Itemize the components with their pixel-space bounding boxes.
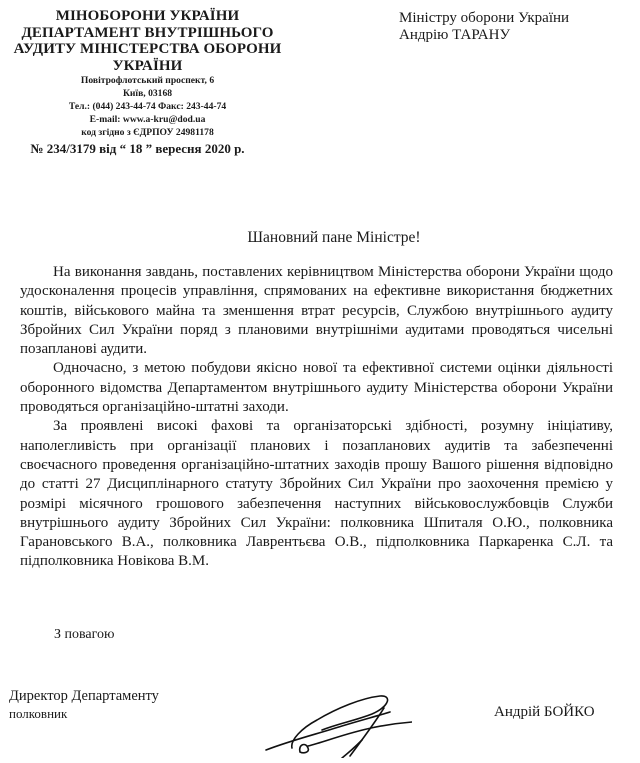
signer-rank: полковник [9,706,68,721]
signer-title-block [9,687,159,723]
org-name-line-2: ДЕПАРТАМЕНТ ВНУТРІШНЬОГО [21,24,274,41]
letter-body [20,263,613,572]
signer-position: Директор Департаменту [9,688,159,704]
body-paragraph-1: На виконання завдань, поставлених керівництвом Міністерства оборони України щодо удосконалення процесів управління, спрямованих на ефективне використання бюджетних коштів, військового майна та зменшення втрат ресурсів, Службою внутрішнього аудиту Збройних Сил України поряд з плановими внутрішніми аудитами проводяться чисельні позапланові аудити. [20,264,613,358]
closing: З повагою [54,627,115,642]
addressee-name: Андрію ТАРАНУ [399,27,511,43]
addressee-position: Міністру оборони України [399,10,570,26]
email: E-mail: www.a-kru@dod.ua [89,114,206,125]
salutation: Шановний пане Міністре! [247,229,421,246]
letterhead [0,8,295,157]
address-city: Київ, 03168 [122,88,173,99]
body-paragraph-2: Одночасно, з метою побудови якісно нової та ефективної системи оцінки діяльності оборонного відомства Департаментом внутрішнього аудиту Міністерства оборони України проводяться організаційно-штатні заходи. [20,360,613,416]
handwritten-signature-icon [262,690,412,758]
edrpou-code: код згідно з ЄДРПОУ 24981178 [81,127,214,138]
body-paragraph-3: За проявлені високі фахові та організаторські здібності, розумну ініціативу, наполегливість при організації планових і позапланових аудитів та забезпеченні своєчасного проведення організаційно-штатних заходів прошу Вашого рішення відповідно до статті 27 Дисциплінарного статуту Збройних Сил України про заохочення премією у розмірі місячного грошового забезпечення наступних військовослужбовців Служби внутрішнього аудиту Збройних Сил України: полковника Шпиталя О.Ю., полковника Гарановського В.А., полковника Лаврентьєва О.В., підполковника Паркаренка С.Л. та підполковника Новікова В.М. [20,418,613,570]
addressee-block [399,10,569,44]
signer-name: Андрій БОЙКО [494,704,595,720]
org-name-line-1: МІНОБОРОНИ УКРАЇНИ [55,8,240,24]
document-number-date: № 234/3179 від “ 18 ” вересня 2020 р. [30,141,245,156]
org-name-line-4: УКРАЇНИ [112,57,183,74]
phone-fax: Тел.: (044) 243-44-74 Факс: 243-44-74 [68,101,227,112]
address-street: Повітрофлотський проспект, 6 [80,75,215,86]
org-name-line-3: АУДИТУ МІНІСТЕРСТВА ОБОРОНИ [13,41,282,57]
